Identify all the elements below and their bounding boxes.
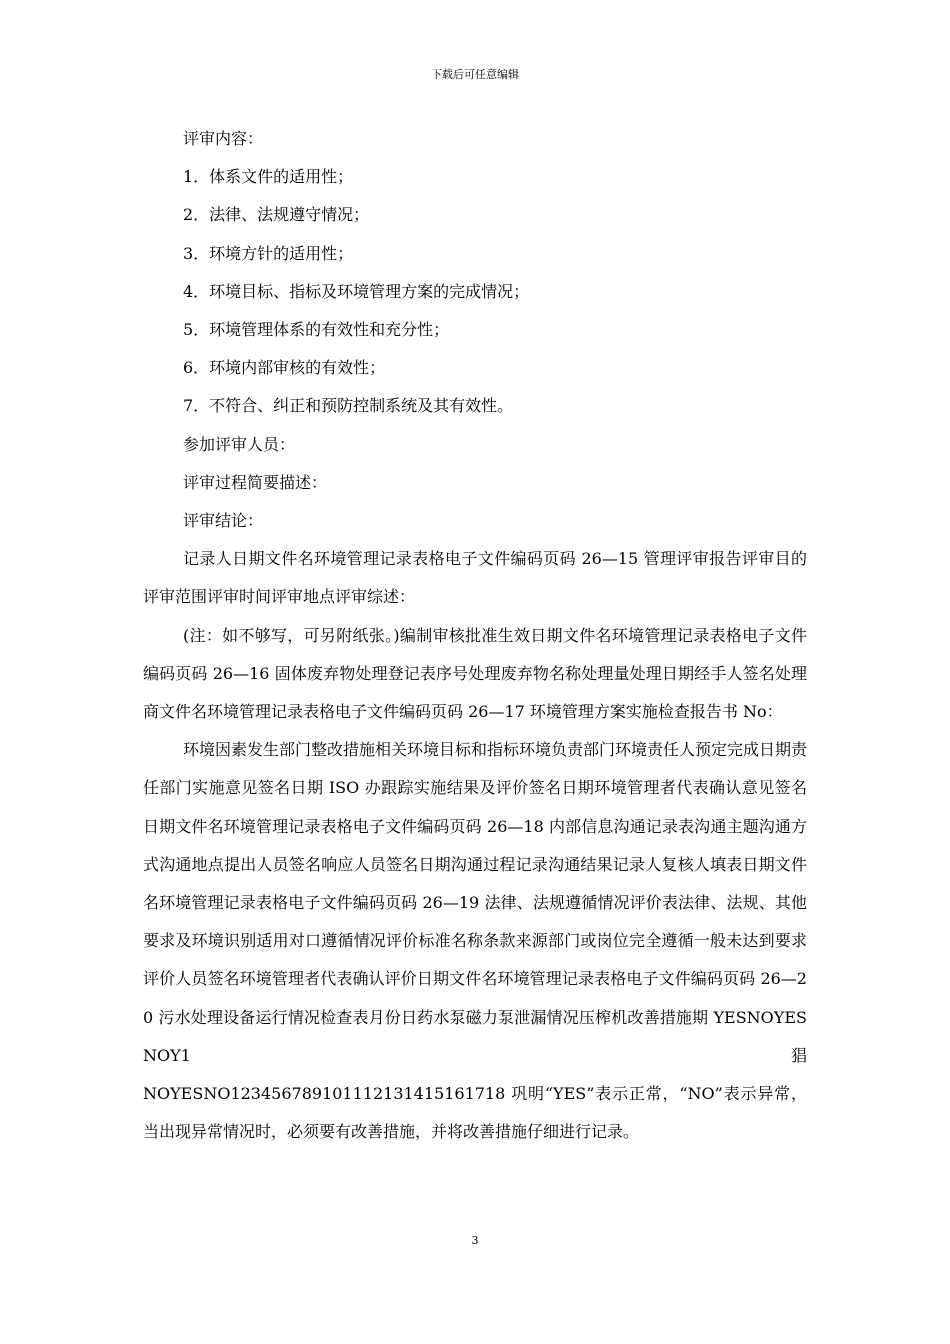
page-header: 下载后可任意编辑 [431,68,519,81]
paragraph-record: 记录人日期文件名环境管理记录表格电子文件编码页码 26—15 管理评审报告评审目的评审范围评审时间评审地点评审综述： [143,549,807,607]
list-item: 1．体系文件的适用性； [183,167,354,187]
list-item: 2．法律、法规遵守情况； [183,205,370,225]
list-item: 6．环境内部审核的有效性； [183,358,386,378]
list-item: 3．环境方针的适用性； [183,243,354,263]
paragraph-note: (注：如不够写，可另附纸张。)编制审核批准生效日期文件名环境管理记录表格电子文件编码页码 26—16 固体废弃物处理登记表序号处理废弃物名称处理量处理日期经手人签名处理商文件名环境管理记录表格电子文件编码页码 26—17 环境管理方案实施检查报告书 No： [143,625,807,722]
list-item: 7．不符合、纠正和预防控制系统及其有效性。 [183,396,514,416]
participants-label: 参加评审人员： [183,434,296,454]
review-content-label: 评审内容： [183,129,264,148]
list-item: 5．环境管理体系的有效性和充分性； [183,320,450,340]
conclusion-label: 评审结论： [183,511,264,531]
page-number: 3 [471,1234,479,1247]
document-body [143,120,807,1151]
list-item: 4．环境目标、指标及环境管理方案的完成情况； [183,281,530,301]
process-label: 评审过程简要描述： [183,472,328,492]
paragraph-records-a: 环境因素发生部门整改措施相关环境目标和指标环境负责部门环境责任人预定完成日期责任部门实施意见签名日期 ISO 办跟踪实施结果及评价签名日期环境管理者代表确认意见签名日期文件名环境管理记录表格电子文件编码页码 26—18 内部信息沟通记录表沟通主题沟通方式沟通地点提出人员签名响应人员签名日期沟通过程记录沟通结果记录人复核人填表日期文件名环境管理记录表格电子文件编码页码 26—19 法律、法规遵循情况评价表法律、法规、其他要求及环境识别适用对口遵循情况评价标准名称条款来源部门或岗位完全遵循一般未达到要求评价人员签名环境管理者代表确认评价日期文件名环境管理记录表格电子文件编码页码 26—20 污水处理设备运行情况检查表月份日药水泵磁力泵泄漏情况压榨机改善措施期 YESNOYESNOY1 猖 [143,740,808,1065]
paragraph-records-b: NOYESNO123456789101112131415161718 巩明“YES”表示正常，“NO”表示异常，当出现异常情况时，必须要有改善措施，并将改善措施仔细进行记录。 [143,1084,807,1142]
